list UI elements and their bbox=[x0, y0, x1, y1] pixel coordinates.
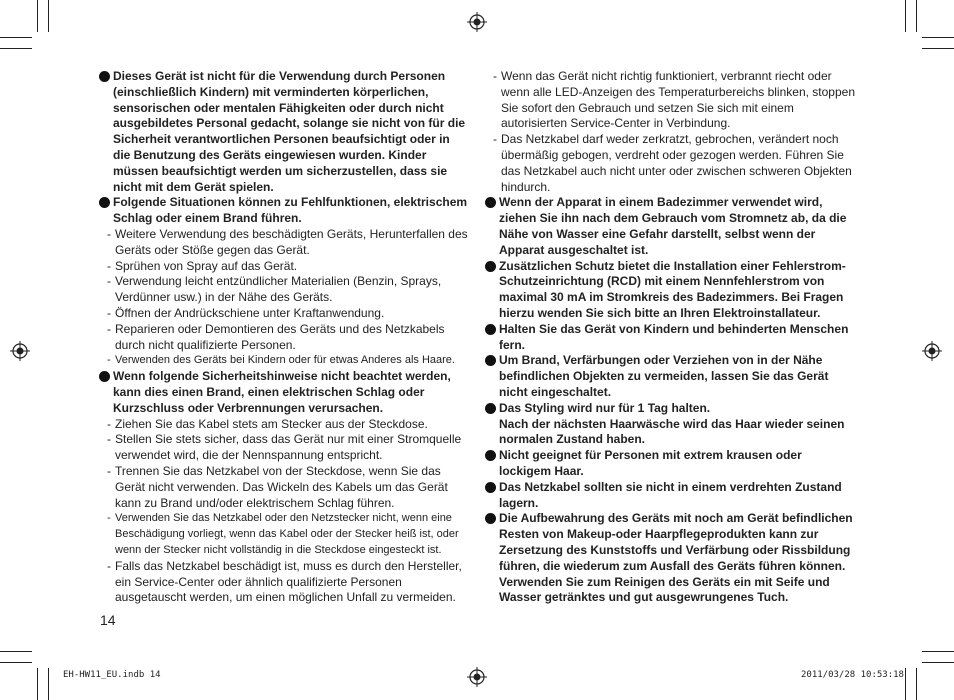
bullet-item: Das Styling wird nur für 1 Tag halten. Nach der nächsten Haarwäsche wird das Haar wieder seinen normalen Zustand haben. bbox=[485, 401, 855, 448]
bullet-item: Die Aufbewahrung des Geräts mit noch am Gerät befindlichen Resten von Makeup-oder Haarpflegeprodukten kann zur Zersetzung des Kunststoffs und Verfärbung oder Rissbildung führen, die wiederum zum Ausfall des Geräts führen können. Verwenden Sie zum Reinigen des Geräts ein mit Seife und Wasser getränktes und gut ausgewrungenes Tuch. bbox=[485, 511, 855, 606]
bullet-item: Das Netzkabel sollten sie nicht in einem verdrehten Zustand lagern. bbox=[485, 480, 855, 512]
dash-item: - Sprühen von Spray auf das Gerät. bbox=[99, 259, 469, 275]
dash-item: - Verwenden des Geräts bei Kindern oder für etwas Anderes als Haare. bbox=[99, 353, 469, 369]
dash-item: - Weitere Verwendung des beschädigten Geräts, Herunterfallen des Geräts oder Stöße gegen das Gerät. bbox=[99, 227, 469, 259]
registration-mark-icon bbox=[10, 341, 30, 361]
bullet-item: Halten Sie das Gerät von Kindern und behinderten Menschen fern. bbox=[485, 322, 855, 354]
bullet-item: Um Brand, Verfärbungen oder Verziehen von in der Nähe befindlichen Objekten zu vermeiden, lassen Sie das Gerät nicht eingeschaltet. bbox=[485, 353, 855, 400]
registration-mark-icon bbox=[922, 341, 942, 361]
dash-item: - Das Netzkabel darf weder zerkratzt, gebrochen, verändert noch übermäßig gebogen, verdreht oder gezogen werden. Führen Sie das Netzkabel auch nicht unter oder zwischen schweren Objekten hindurch. bbox=[485, 132, 855, 195]
right-column bbox=[485, 69, 855, 606]
dash-item: - Öffnen der Andrückschiene unter Kraftanwendung. bbox=[99, 306, 469, 322]
registration-mark-icon bbox=[467, 12, 487, 32]
dash-item: - Falls das Netzkabel beschädigt ist, muss es durch den Hersteller, ein Service-Center oder ähnlich qualifizierte Personen ausgetauscht werden, um einen möglichen Unfall zu vermeiden. bbox=[99, 559, 469, 606]
registration-mark-icon bbox=[467, 667, 487, 687]
dash-item: - Verwenden Sie das Netzkabel oder den Netzstecker nicht, wenn eine Beschädigung vorliegt, wenn das Kabel oder der Stecker heiß ist, oder wenn der Stecker nicht vollständig in die Steckdose eingesteckt ist. bbox=[99, 511, 469, 558]
bullet-item: Wenn folgende Sicherheitshinweise nicht beachtet werden, kann dies einen Brand, einen elektrischen Schlag oder Kurzschluss oder Verbrennungen verursachen. bbox=[99, 369, 469, 416]
left-column bbox=[99, 69, 469, 606]
bullet-item: Wenn der Apparat in einem Badezimmer verwendet wird, ziehen Sie ihn nach dem Gebrauch vom Stromnetz ab, da die Nähe von Wasser eine Gefahr darstellt, selbst wenn der Apparat ausgeschaltet ist. bbox=[485, 195, 855, 258]
page-number: 14 bbox=[100, 612, 116, 628]
bullet-item: Dieses Gerät ist nicht für die Verwendung durch Personen (einschließlich Kindern) mit verminderten körperlichen, sensorischen oder mentalen Fähigkeiten oder durch nicht ausgebildetes Personal gedacht, solange sie nicht von für die Sicherheit verantwortlichen Personen beaufsichtigt oder in die Benutzung des Geräts eingewiesen wurden. Kinder müssen beaufsichtigt werden um sicherzustellen, dass sie nicht mit dem Gerät spielen. bbox=[99, 69, 469, 195]
dash-item: - Wenn das Gerät nicht richtig funktioniert, verbrannt riecht oder wenn alle LED-Anzeigen des Temperaturbereichs blinken, stoppen Sie sofort den Gebrauch und setzen Sie sich mit einem autorisierten Service-Center in Verbindung. bbox=[485, 69, 855, 132]
footer-datetime: 2011/03/28 10:53:18 bbox=[801, 670, 904, 680]
dash-item: - Stellen Sie stets sicher, dass das Gerät nur mit einer Stromquelle verwendet wird, die der Nennspannung entspricht. bbox=[99, 432, 469, 464]
dash-item: - Trennen Sie das Netzkabel von der Steckdose, wenn Sie das Gerät nicht verwenden. Das Wickeln des Kabels um das Gerät kann zu Brand und/oder elektrischem Schlag führen. bbox=[99, 464, 469, 511]
dash-item: - Verwendung leicht entzündlicher Materialien (Benzin, Sprays, Verdünner usw.) in der Nähe des Geräts. bbox=[99, 274, 469, 306]
dash-item: - Reparieren oder Demontieren des Geräts und des Netzkabels durch nicht qualifizierte Personen. bbox=[99, 322, 469, 354]
bullet-item: Nicht geeignet für Personen mit extrem krausen oder lockigem Haar. bbox=[485, 448, 855, 480]
dash-item: - Ziehen Sie das Kabel stets am Stecker aus der Steckdose. bbox=[99, 417, 469, 433]
bullet-item: Folgende Situationen können zu Fehlfunktionen, elektrischem Schlag oder einem Brand führen. bbox=[99, 195, 469, 227]
footer-file: EH-HW11_EU.indb 14 bbox=[63, 670, 161, 680]
bullet-item: Zusätzlichen Schutz bietet die Installation einer Fehlerstrom-Schutzeinrichtung (RCD) mit einem Nennfehlerstrom von maximal 30 mA im Stromkreis des Badezimmers. Bei Fragen hierzu wenden Sie sich bitte an Ihren Elektroinstallateur. bbox=[485, 259, 855, 322]
